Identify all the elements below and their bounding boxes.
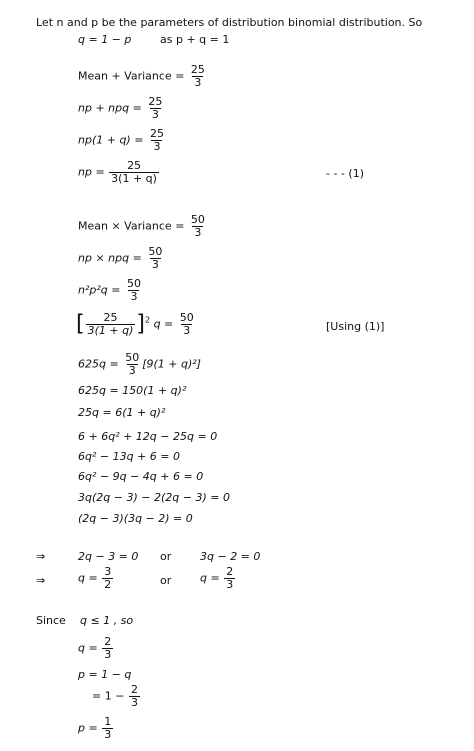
inner-fraction [86, 312, 136, 337]
denominator: 3 [226, 578, 234, 591]
denominator: 3 [130, 696, 138, 709]
fraction [109, 160, 159, 185]
denominator: 3 [128, 364, 136, 377]
numerator: 25 [103, 311, 118, 324]
case-b-linear: 3q − 2 = 0 [200, 550, 261, 563]
fraction [102, 566, 113, 591]
equation-lhs: np + npq = [78, 101, 142, 115]
numerator: 2 [130, 683, 138, 696]
np-one-plus-q [78, 128, 167, 153]
numerator: 50 [126, 277, 141, 290]
denominator: 3(1 + q) [87, 324, 134, 337]
fraction [189, 64, 207, 89]
denominator: 3 [130, 290, 138, 303]
left-bracket: [ [76, 311, 85, 337]
denominator: 3 [153, 140, 161, 153]
equation-lhs: np × npq = [78, 251, 142, 265]
p-equation: p = 1 − q [78, 668, 132, 681]
since-condition: q ≤ 1 , so [80, 614, 134, 627]
numerator: 3 [104, 565, 112, 578]
numerator: 50 [125, 351, 140, 364]
numerator: 25 [190, 63, 205, 76]
expand-step-1: 6 + 6q² + 12q − 25q = 0 [78, 430, 218, 443]
fraction [102, 716, 113, 741]
denominator: 3 [194, 76, 202, 89]
or-text-2: or [160, 574, 172, 587]
case-a-linear: 2q − 3 = 0 [78, 550, 139, 563]
expand-step-2: 6q² − 13q + 6 = 0 [78, 450, 180, 463]
intro-text: Let n and p be the parameters of distribution binomial distribution. So [36, 16, 423, 29]
as-condition: as p + q = 1 [160, 33, 230, 46]
equation-lhs: np = [78, 165, 105, 179]
p-step [92, 684, 141, 709]
exponent: 2 [144, 315, 151, 325]
mean-times-variance [78, 214, 208, 239]
fraction [224, 566, 235, 591]
fraction [178, 312, 196, 337]
equation-tag-1: - - - (1) [326, 167, 364, 180]
n2p2q-equation [78, 278, 144, 303]
denominator: 3 [183, 324, 191, 337]
right-bracket: ] [136, 311, 145, 337]
case-b-solution [200, 566, 236, 591]
p-final [78, 716, 114, 741]
numerator: 50 [190, 213, 205, 226]
denominator: 3 [104, 728, 112, 741]
equation-lhs: n²p²q = [78, 283, 121, 297]
numerator: 50 [148, 245, 163, 258]
denominator: 3 [151, 258, 159, 271]
np-equation-1 [78, 160, 160, 185]
fraction [189, 214, 207, 239]
equation-lhs: q = [200, 571, 220, 585]
equation-lhs: q = [78, 571, 98, 585]
numerator: 50 [179, 311, 194, 324]
equation-lhs: Mean × Variance = [78, 219, 185, 233]
eq-25q: 25q = 6(1 + q)² [78, 406, 166, 419]
fraction [129, 684, 140, 709]
eq-625q-b: 625q = 150(1 + q)² [78, 384, 187, 397]
implies-symbol-2: ⇒ [36, 574, 46, 587]
equation-lhs: np(1 + q) = [78, 133, 144, 147]
using-note: [Using (1)] [326, 320, 385, 333]
np-plus-npq [78, 96, 165, 121]
denominator: 3 [194, 226, 202, 239]
np-times-npq [78, 246, 165, 271]
q-definition: q = 1 − p [78, 33, 132, 46]
equation-rhs: [9(1 + q)²] [142, 357, 201, 371]
fraction [146, 96, 164, 121]
equation-lhs: 625q = [78, 357, 119, 371]
numerator: 25 [127, 159, 142, 172]
expand-step-3: 6q² − 9q − 4q + 6 = 0 [78, 470, 204, 483]
equation-lhs: q = [78, 641, 98, 655]
fraction [125, 278, 143, 303]
bracket-squared-equation [76, 312, 197, 337]
fraction [148, 128, 166, 153]
q-final [78, 636, 114, 661]
expand-step-4: 3q(2q − 3) − 2(2q − 3) = 0 [78, 491, 230, 504]
denominator: 2 [104, 578, 112, 591]
fraction [102, 636, 113, 661]
fraction [146, 246, 164, 271]
numerator: 2 [226, 565, 234, 578]
numerator: 25 [149, 127, 164, 140]
eq-625q-a [78, 352, 201, 377]
denominator: 3 [104, 648, 112, 661]
fraction [123, 352, 141, 377]
expand-step-5: (2q − 3)(3q − 2) = 0 [78, 512, 193, 525]
denominator: 3 [151, 108, 159, 121]
equation-lhs: p = [78, 721, 98, 735]
mean-plus-variance [78, 64, 208, 89]
equation-lhs: Mean + Variance = [78, 69, 185, 83]
equation-lhs: = 1 − [92, 689, 125, 703]
numerator: 2 [104, 635, 112, 648]
or-text-1: or [160, 550, 172, 563]
case-a-solution [78, 566, 114, 591]
equation-lhs: q = [153, 317, 174, 331]
numerator: 25 [148, 95, 163, 108]
implies-symbol-1: ⇒ [36, 550, 46, 563]
numerator: 1 [104, 715, 112, 728]
denominator: 3(1 + q) [111, 172, 157, 185]
since-text: Since [36, 614, 66, 627]
